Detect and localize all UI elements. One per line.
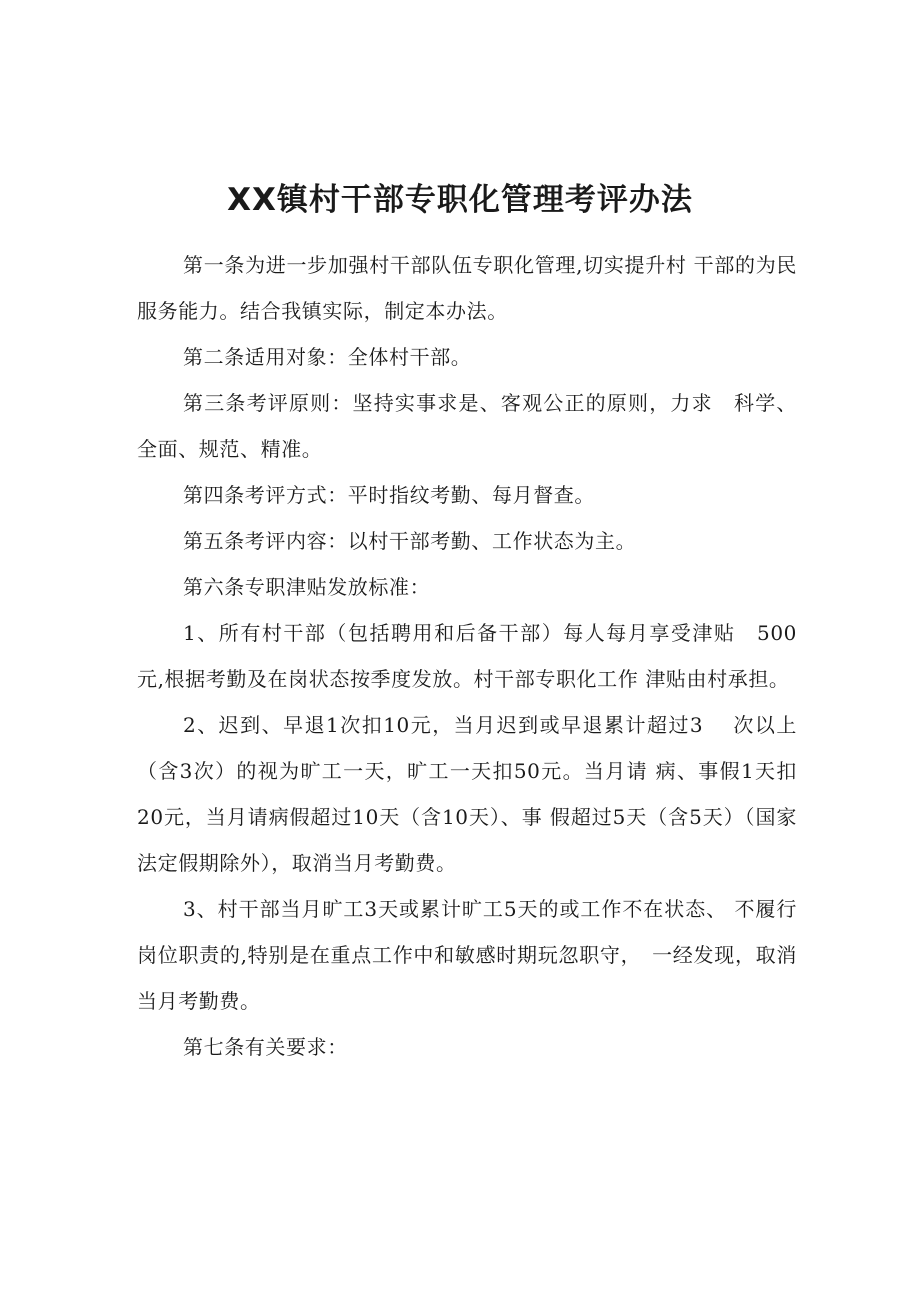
article-6-item-2: 2、迟到、早退1次扣10元，当月迟到或早退累计超过3 次以上（含3次）的视为旷工一天，旷工一天扣50元。当月请 病、事假1天扣20元，当月请病假超过10天（含10天）、事 假超过5天（含5天）（国家法定假期除外），取消当月考勤费。 [137, 713, 797, 875]
article-6-paragraph: 第六条专职津贴发放标准： [183, 575, 431, 599]
article-5-paragraph: 第五条考评内容：以村干部考勤、工作状态为主。 [183, 529, 637, 553]
article-6-item-1: 1、所有村干部（包括聘用和后备干部）每人每月享受津贴 500元,根据考勤及在岗状态按季度发放。村干部专职化工作 津贴由村承担。 [137, 621, 797, 691]
document-title: XX镇村干部专职化管理考评办法 [227, 182, 693, 218]
article-1-paragraph: 第一条为进一步加强村干部队伍专职化管理,切实提升村 干部的为民服务能力。结合我镇实际，制定本办法。 [137, 253, 797, 323]
article-3-paragraph: 第三条考评原则：坚持实事求是、客观公正的原则，力求 科学、全面、规范、精准。 [137, 391, 797, 461]
article-2-paragraph: 第二条适用对象：全体村干部。 [183, 345, 472, 369]
document-body [137, 242, 797, 1070]
article-6-item-3: 3、村干部当月旷工3天或累计旷工5天的或工作不在状态、 不履行岗位职责的,特别是在重点工作中和敏感时期玩忽职守， 一经发现，取消当月考勤费。 [137, 897, 797, 1013]
article-7-paragraph: 第七条有关要求： [183, 1035, 348, 1059]
article-4-paragraph: 第四条考评方式：平时指纹考勤、每月督查。 [183, 483, 595, 507]
